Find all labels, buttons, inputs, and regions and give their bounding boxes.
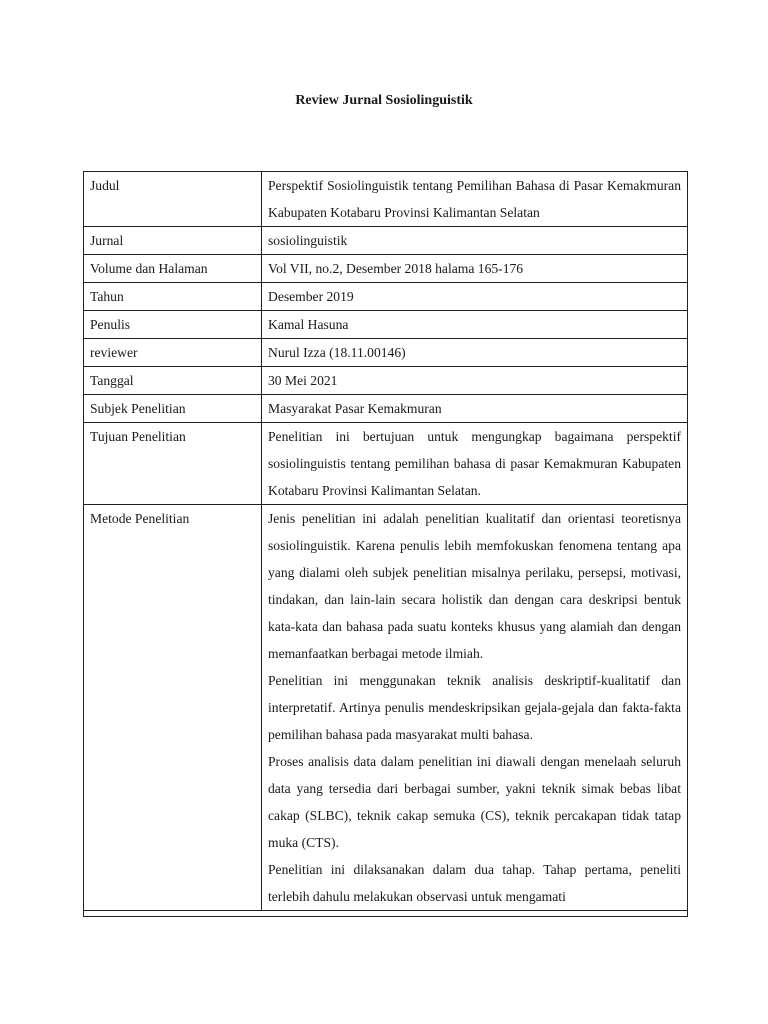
- row-value: [262, 283, 688, 311]
- table-row: [84, 423, 687, 505]
- row-value-paragraph: Masyarakat Pasar Kemakmuran: [268, 401, 442, 416]
- row-label: Subjek Penelitian: [84, 395, 262, 423]
- review-table: [84, 171, 687, 911]
- row-label: Tujuan Penelitian: [84, 423, 262, 505]
- review-table-body: [84, 172, 687, 911]
- row-value: [262, 311, 688, 339]
- row-value-paragraph: Penelitian ini menggunakan teknik analisis deskriptif-kualitatif dan interpretatif. Artinya penulis mendeskripsikan gejala-gejala dan fakta-fakta pemilihan bahasa pada masyarakat multi bahasa.: [268, 673, 681, 742]
- row-value: [262, 423, 688, 505]
- row-label: Tahun: [84, 283, 262, 311]
- row-label: reviewer: [84, 339, 262, 367]
- row-value-paragraph: Kamal Hasuna: [268, 317, 349, 332]
- row-label: Jurnal: [84, 227, 262, 255]
- row-label: Penulis: [84, 311, 262, 339]
- row-value-paragraph: Desember 2019: [268, 289, 354, 304]
- row-value: [262, 172, 688, 227]
- row-value-paragraph: Penelitian ini bertujuan untuk mengungkap bagaimana perspektif sosiolinguistis tentang pemilihan bahasa di pasar Kemakmuran Kabupaten Kotabaru Provinsi Kalimantan Selatan.: [268, 429, 681, 498]
- table-row: [84, 172, 687, 227]
- row-value: [262, 339, 688, 367]
- row-label: Volume dan Halaman: [84, 255, 262, 283]
- row-label: Judul: [84, 172, 262, 227]
- row-value-paragraph: Vol VII, no.2, Desember 2018 halama 165-176: [268, 261, 524, 276]
- review-table-container: [83, 171, 688, 917]
- table-row: [84, 227, 687, 255]
- table-row: [84, 255, 687, 283]
- row-label: Metode Penelitian: [84, 505, 262, 911]
- table-row: [84, 505, 687, 911]
- row-value-paragraph: Proses analisis data dalam penelitian ini diawali dengan menelaah seluruh data yang tersedia dari berbagai sumber, yakni teknik simak bebas libat cakap (SLBC), teknik cakap semuka (CS), teknik percakapan tidak tatap muka (CTS).: [268, 754, 681, 850]
- row-value: [262, 227, 688, 255]
- row-value-paragraph: Nurul Izza (18.11.00146): [268, 345, 406, 360]
- row-value-paragraph: Perspektif Sosiolinguistik tentang Pemilihan Bahasa di Pasar Kemakmuran Kabupaten Kotabaru Provinsi Kalimantan Selatan: [268, 178, 681, 220]
- row-value-paragraph: Jenis penelitian ini adalah penelitian kualitatif dan orientasi teoretisnya sosiolinguistik. Karena penulis lebih memfokuskan fenomena tentang apa yang dialami oleh subjek penelitian misalnya perilaku, persepsi, motivasi, tindakan, dan lain-lain secara holistik dan dengan cara deskripsi bentuk kata-kata dan bahasa pada suatu konteks khusus yang alamiah dan dengan memanfaatkan berbagai metode ilmiah.: [268, 511, 681, 661]
- row-value: [262, 395, 688, 423]
- row-value: [262, 255, 688, 283]
- row-value: [262, 367, 688, 395]
- table-row: [84, 367, 687, 395]
- row-value-paragraph: sosiolinguistik: [268, 233, 348, 248]
- row-label: Tanggal: [84, 367, 262, 395]
- table-row: [84, 339, 687, 367]
- document-title: Review Jurnal Sosiolinguistik: [295, 93, 473, 108]
- row-value-paragraph: Penelitian ini dilaksanakan dalam dua tahap. Tahap pertama, peneliti terlebih dahulu melakukan observasi untuk mengamati: [268, 862, 681, 904]
- row-value-paragraph: 30 Mei 2021: [268, 373, 338, 388]
- table-row: [84, 283, 687, 311]
- row-value: [262, 505, 688, 911]
- table-row: [84, 395, 687, 423]
- table-row: [84, 311, 687, 339]
